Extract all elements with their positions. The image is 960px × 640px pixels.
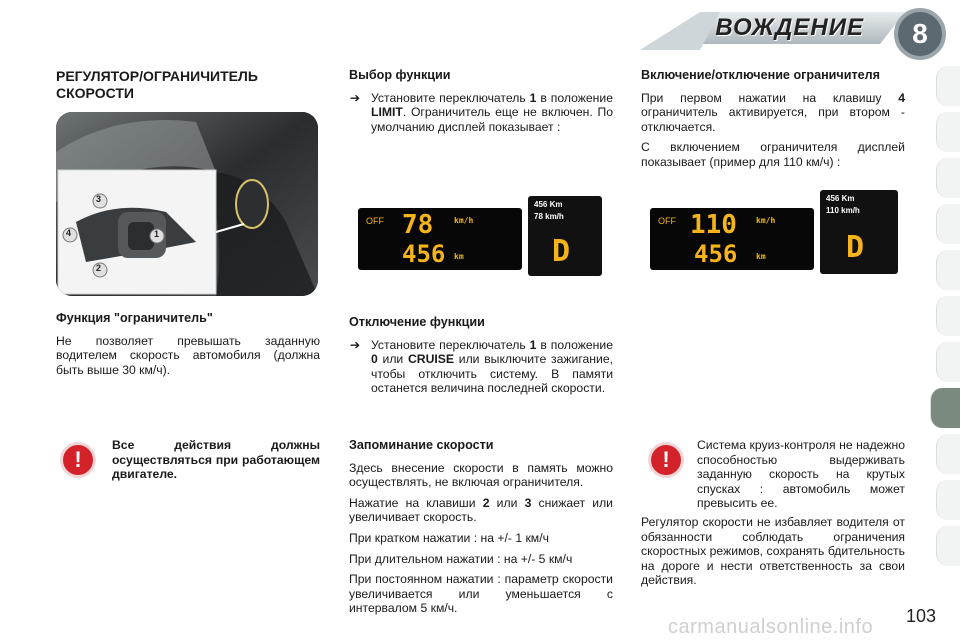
memory-title: Запоминание скорости	[349, 438, 494, 452]
memory-text-3: При кратком нажатии : на +/- 1 км/ч	[349, 530, 549, 545]
select-text: Установите переключатель 1 в положение LIMIT. Ограничитель еще не включен. По умолчанию дисплей показывает :	[371, 90, 613, 134]
main-title-line1: РЕГУЛЯТОР/ОГРАНИЧИТЕЛЬ	[56, 68, 258, 84]
speed-unit: km/h	[454, 216, 474, 225]
chapter-number-badge: 8	[894, 8, 946, 60]
off-label: OFF	[366, 216, 384, 226]
off-bullet	[349, 338, 613, 402]
stalk-photo	[56, 112, 318, 296]
side-line2: 78 km/h	[534, 212, 564, 221]
column-left	[56, 68, 320, 102]
chapter-tab[interactable]	[936, 204, 960, 244]
onoff-title: Включение/отключение ограничителя	[641, 68, 880, 82]
bullet-icon: ➔	[349, 90, 361, 105]
off-text: Установите переключатель 1 в положение 0 или CRUISE или выключите зажигание, чтобы отключить систему. В памяти останется величина последней скорости.	[371, 337, 613, 396]
responsibility-block	[641, 515, 905, 594]
function-text: Не позволяет превышать заданную водителем скорость автомобиля (должна быть выше 30 км/ч).	[56, 333, 320, 377]
function-block	[56, 311, 320, 383]
chapter-tab[interactable]	[936, 342, 960, 382]
side-line1: 456 Km	[534, 200, 563, 209]
odometer-readout: 456	[402, 240, 446, 268]
page-header	[0, 0, 960, 62]
chapter-tab[interactable]	[936, 526, 960, 566]
memory-text-5: При постоянном нажатии : параметр скорости увеличивается или уменьшается с интервалом 5 км/ч.	[349, 572, 613, 616]
column-middle	[349, 68, 613, 140]
side-display-1	[528, 196, 602, 276]
responsibility-text: Регулятор скорости не избавляет водителя от обязанности соблюдать ограничения скоростных режимов, сохранять бдительность на дороге и нести ответственность за свои действия.	[641, 515, 905, 588]
callout-2: 2	[96, 263, 102, 273]
page-number: 103	[905, 606, 936, 626]
column-right	[641, 68, 905, 176]
odometer-unit: km	[756, 252, 766, 261]
chapter-tab[interactable]	[936, 480, 960, 520]
speed-readout: 110	[690, 210, 737, 240]
speed-unit: km/h	[756, 216, 776, 225]
memory-text-4: При длительном нажатии : на +/- 5 км/ч	[349, 551, 573, 566]
chapter-tab[interactable]	[936, 158, 960, 198]
onoff-text-1: При первом нажатии на клавишу 4 ограничитель активируется, при втором - отключается.	[641, 90, 905, 134]
gear-indicator: D	[846, 230, 865, 265]
callout-4: 4	[66, 228, 72, 238]
warning-icon: !	[648, 442, 684, 478]
off-title: Отключение функции	[349, 315, 485, 329]
select-bullet	[349, 91, 613, 141]
cluster-display-2	[650, 208, 814, 270]
callout-3: 3	[96, 194, 102, 204]
warning-block-right	[697, 438, 905, 517]
chapter-tabs	[932, 66, 960, 578]
callout-1: 1	[154, 229, 160, 239]
select-title: Выбор функции	[349, 68, 451, 82]
side-line1: 456 Km	[826, 194, 855, 203]
side-line2: 110 km/h	[826, 206, 860, 215]
odometer-readout: 456	[694, 240, 738, 268]
off-block	[349, 315, 613, 402]
chapter-tab[interactable]	[936, 112, 960, 152]
warning-block-left	[112, 438, 320, 488]
warning-text-left: Все действия должны осуществляться при работающем двигателе.	[112, 438, 320, 482]
chapter-tab[interactable]	[936, 434, 960, 474]
off-label: OFF	[658, 216, 676, 226]
odometer-unit: km	[454, 252, 464, 261]
gear-indicator: D	[552, 234, 571, 269]
chapter-tab[interactable]	[936, 250, 960, 290]
main-title-line2: СКОРОСТИ	[56, 85, 134, 101]
function-title: Функция "ограничитель"	[56, 311, 213, 325]
chapter-tab-active[interactable]	[930, 388, 960, 428]
cluster-display-1	[358, 208, 522, 270]
section-title: ВОЖДЕНИЕ	[715, 14, 864, 41]
memory-text-2: Нажатие на клавиши 2 или 3 снижает или увеличивает скорость.	[349, 495, 613, 525]
onoff-text-2: С включением ограничителя дисплей показывает (пример для 110 км/ч) :	[641, 140, 905, 169]
chapter-tab[interactable]	[936, 66, 960, 106]
chapter-tab[interactable]	[936, 296, 960, 336]
side-display-2	[820, 190, 898, 274]
warning-text-right: Система круиз-контроля не надежно способностью выдерживать заданную скорость на крутых спусках : автомобиль может превысить ее.	[697, 438, 905, 511]
bullet-icon: ➔	[349, 337, 361, 352]
speed-readout: 78	[402, 210, 434, 240]
warning-icon: !	[60, 442, 96, 478]
watermark: carmanualsonline.info	[668, 616, 874, 638]
memory-text-1: Здесь внесение скорости в память можно осуществлять, не включая ограничителя.	[349, 460, 613, 490]
memory-block	[349, 438, 613, 622]
